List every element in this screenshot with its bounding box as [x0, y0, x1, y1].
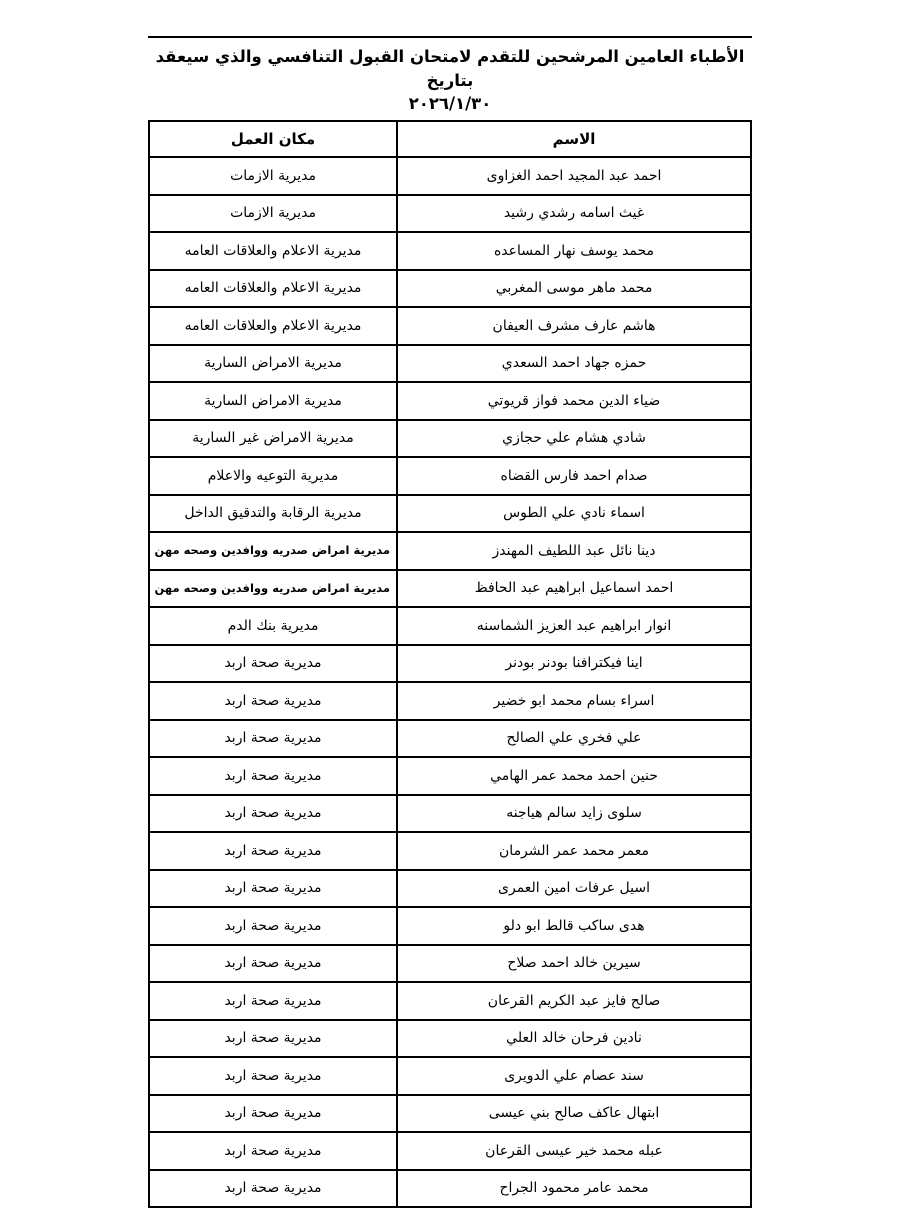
table-row — [149, 757, 751, 795]
workplace-cell: مديرية صحة اربد — [149, 982, 397, 1020]
name-cell: عبله محمد خير عيسى القرعان — [397, 1132, 751, 1170]
name-cell: حنين احمد محمد عمر الهامي — [397, 757, 751, 795]
name-cell: ابتهال عاكف صالح بني عيسى — [397, 1095, 751, 1133]
table-row — [149, 457, 751, 495]
workplace-cell: مديرية بنك الدم — [149, 607, 397, 645]
table-row — [149, 795, 751, 833]
name-cell: اسيل عرفات امين العمرى — [397, 870, 751, 908]
workplace-cell: مديرية صحة اربد — [149, 870, 397, 908]
table-row — [149, 1057, 751, 1095]
table-row — [149, 232, 751, 270]
name-cell: دينا نائل عبد اللطيف المهندز — [397, 532, 751, 570]
workplace-cell: مديرية الازمات — [149, 157, 397, 195]
name-cell: هدى ساكب قالط ابو دلو — [397, 907, 751, 945]
name-cell: سند عصام علي الدويرى — [397, 1057, 751, 1095]
workplace-cell: مديرية الامراض غير السارية — [149, 420, 397, 458]
column-header-workplace: مكان العمل — [149, 121, 397, 157]
table-row — [149, 157, 751, 195]
table-row — [149, 345, 751, 383]
table-row — [149, 945, 751, 983]
table-row — [149, 870, 751, 908]
workplace-cell: مديرية التوعيه والاعلام — [149, 457, 397, 495]
workplace-cell: مديرية الاعلام والعلاقات العامه — [149, 307, 397, 345]
table-row — [149, 1170, 751, 1208]
table-row — [149, 982, 751, 1020]
page-title: الأطباء العامين المرشحين للتقدم لامتحان القبول التنافسي والذي سيعقد بتاريخ — [155, 47, 745, 90]
table-row — [149, 195, 751, 233]
name-cell: نادين فرحان خالد العلي — [397, 1020, 751, 1058]
workplace-cell: مديرية صحة اربد — [149, 757, 397, 795]
table-row — [149, 907, 751, 945]
table-row — [149, 570, 751, 608]
workplace-cell: مديرية صحة اربد — [149, 832, 397, 870]
name-cell: اسماء نادي علي الطوس — [397, 495, 751, 533]
table-body — [149, 157, 751, 1207]
name-cell: محمد عامر محمود الجراح — [397, 1170, 751, 1208]
name-cell: اينا فيكترافنا بودنر بودنر — [397, 645, 751, 683]
table-header-row — [149, 121, 751, 157]
table-row — [149, 495, 751, 533]
table-row — [149, 420, 751, 458]
column-header-name: الاسم — [397, 121, 751, 157]
candidates-table — [148, 120, 752, 1208]
workplace-cell: مديرية الاعلام والعلاقات العامه — [149, 270, 397, 308]
name-cell: صالح فايز عبد الكريم القرعان — [397, 982, 751, 1020]
table-row — [149, 270, 751, 308]
name-cell: غيث اسامه رشدي رشيد — [397, 195, 751, 233]
table-row — [149, 1095, 751, 1133]
name-cell: معمر محمد عمر الشرمان — [397, 832, 751, 870]
workplace-cell: مديرية صحة اربد — [149, 907, 397, 945]
workplace-cell: مديرية الرقابة والتدقيق الداخل — [149, 495, 397, 533]
table-row — [149, 307, 751, 345]
page-title-date: ٢٠٢٦/١/٣٠ — [408, 93, 492, 113]
workplace-cell: مديرية صحة اربد — [149, 945, 397, 983]
name-cell: حمزه جهاد احمد السعدي — [397, 345, 751, 383]
workplace-cell: مديرية صحة اربد — [149, 720, 397, 758]
table-row — [149, 1132, 751, 1170]
name-cell: محمد ماهر موسى المغربي — [397, 270, 751, 308]
table-row — [149, 832, 751, 870]
name-cell: محمد يوسف نهار المساعده — [397, 232, 751, 270]
name-cell: احمد عبد المجيد احمد الغزاوى — [397, 157, 751, 195]
workplace-cell: مديرية صحة اربد — [149, 1170, 397, 1208]
table-row — [149, 645, 751, 683]
workplace-cell: مديرية امراض صدريه ووافدين وصحه مهن — [149, 570, 397, 608]
workplace-cell: مديرية صحة اربد — [149, 1132, 397, 1170]
name-cell: سلوى زايد سالم هياجنه — [397, 795, 751, 833]
workplace-cell: مديرية صحة اربد — [149, 1095, 397, 1133]
name-cell: احمد اسماعيل ابراهيم عبد الحافظ — [397, 570, 751, 608]
workplace-cell: مديرية صحة اربد — [149, 1020, 397, 1058]
workplace-cell: مديرية صحة اربد — [149, 795, 397, 833]
name-cell: صدام احمد فارس القضاه — [397, 457, 751, 495]
table-row — [149, 720, 751, 758]
workplace-cell: مديرية الامراض السارية — [149, 382, 397, 420]
table-row — [149, 382, 751, 420]
table-row — [149, 532, 751, 570]
name-cell: علي فخري علي الصالح — [397, 720, 751, 758]
document-title-block — [148, 38, 752, 120]
name-cell: هاشم عارف مشرف العيفان — [397, 307, 751, 345]
name-cell: شادي هشام علي حجازي — [397, 420, 751, 458]
document-page — [148, 0, 752, 1208]
workplace-cell: مديرية صحة اربد — [149, 682, 397, 720]
table-row — [149, 1020, 751, 1058]
workplace-cell: مديرية الامراض السارية — [149, 345, 397, 383]
workplace-cell: مديرية الازمات — [149, 195, 397, 233]
workplace-cell: مديرية صحة اربد — [149, 1057, 397, 1095]
name-cell: ضياء الدين محمد فواز قريوتي — [397, 382, 751, 420]
table-row — [149, 682, 751, 720]
table-row — [149, 607, 751, 645]
workplace-cell: مديرية صحة اربد — [149, 645, 397, 683]
name-cell: انوار ابراهيم عبد العزيز الشماسنه — [397, 607, 751, 645]
workplace-cell: مديرية امراض صدريه ووافدين وصحه مهن — [149, 532, 397, 570]
workplace-cell: مديرية الاعلام والعلاقات العامه — [149, 232, 397, 270]
name-cell: سيرين خالد احمد صلاح — [397, 945, 751, 983]
name-cell: اسراء بسام محمد ابو خضير — [397, 682, 751, 720]
